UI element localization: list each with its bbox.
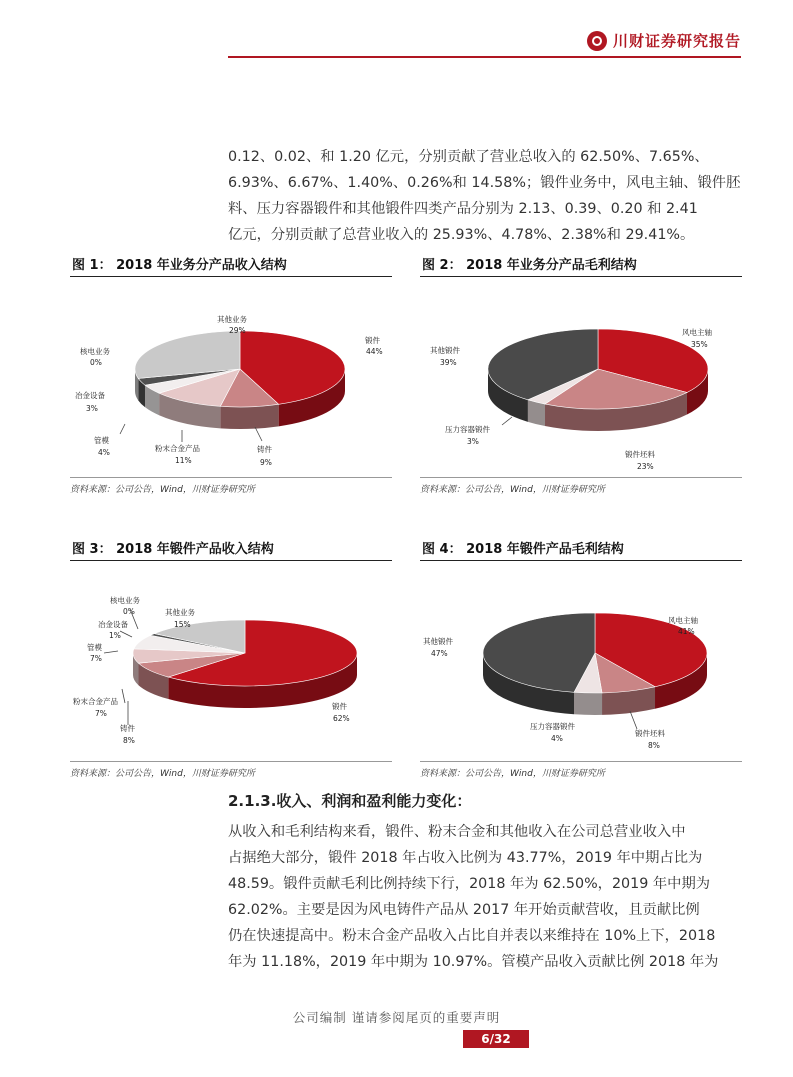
pie-value-label: 3% bbox=[467, 437, 479, 446]
pie-label: 管模 bbox=[94, 436, 109, 445]
pie-value-label: 0% bbox=[90, 358, 102, 367]
pie-value-label: 4% bbox=[98, 448, 110, 457]
paragraph-line: 年为 11.18%，2019 年中期为 10.97%。管模产品收入贡献比例 2018 年为 bbox=[228, 954, 719, 970]
intro-paragraph bbox=[228, 144, 740, 248]
pie-label: 风电主轴 bbox=[668, 616, 698, 625]
paragraph-line: 占据绝大部分，锻件 2018 年占收入比例为 43.77%，2019 年中期占比为 bbox=[228, 850, 703, 866]
page-number: 6/32 bbox=[463, 1030, 529, 1048]
figure-1 bbox=[70, 254, 392, 495]
pie-value-label: 41% bbox=[678, 627, 695, 636]
pie-label: 粉末合金产品 bbox=[155, 444, 200, 453]
pie-label: 锻件坯料 bbox=[625, 450, 655, 459]
figure-source: 资料来源：公司公告，Wind，川财证券研究所 bbox=[420, 761, 742, 779]
paragraph-line: 6.93%、6.67%、1.40%、0.26%和 14.58%；锻件业务中，风电主轴、锻件胚 bbox=[228, 175, 741, 191]
pie-label: 核电业务 bbox=[110, 596, 140, 605]
pie-value-label: 8% bbox=[648, 741, 660, 750]
footer-note: 公司编制 谨请参阅尾页的重要声明 bbox=[292, 1010, 501, 1025]
brand-header bbox=[587, 30, 741, 51]
header-divider bbox=[228, 56, 741, 58]
pie-value-label: 62% bbox=[333, 714, 350, 723]
pie-label: 粉末合金产品 bbox=[73, 697, 118, 706]
pie-chart-2 bbox=[420, 277, 742, 477]
pie-value-label: 39% bbox=[440, 358, 457, 367]
pie-side-铸件 bbox=[220, 404, 278, 429]
section-heading: 2.1.3.收入、利润和盈利能力变化： bbox=[228, 792, 472, 810]
pie-value-label: 11% bbox=[175, 456, 192, 465]
figure-2 bbox=[420, 254, 742, 495]
pie-value-label: 47% bbox=[431, 649, 448, 658]
brand-logo-icon bbox=[587, 31, 607, 51]
figure-source: 资料来源：公司公告，Wind，川财证券研究所 bbox=[420, 477, 742, 495]
pie-label: 铸件 bbox=[257, 445, 272, 454]
pie-label: 锻件坯料 bbox=[635, 729, 665, 738]
pie-chart-1 bbox=[70, 277, 392, 477]
figure-title: 图 3： 2018 年锻件产品收入结构 bbox=[70, 538, 392, 561]
figure-title: 图 4： 2018 年锻件产品毛利结构 bbox=[420, 538, 742, 561]
pie-chart-4 bbox=[420, 561, 742, 761]
pie-label: 冶金设备 bbox=[75, 391, 105, 400]
pie-value-label: 23% bbox=[637, 462, 654, 471]
pie-value-label: 8% bbox=[123, 736, 135, 745]
pie-label: 其他业务 bbox=[165, 608, 195, 617]
pie-value-label: 3% bbox=[86, 404, 98, 413]
pie-label: 压力容器锻件 bbox=[530, 722, 575, 731]
paragraph-line: 仍在快速提高中。粉末合金产品收入占比自并表以来维持在 10%上下，2018 bbox=[228, 928, 716, 944]
body-paragraph bbox=[228, 819, 740, 975]
figure-3 bbox=[70, 538, 392, 779]
figure-source: 资料来源：公司公告，Wind，川财证券研究所 bbox=[70, 761, 392, 779]
pie-value-label: 7% bbox=[90, 654, 102, 663]
figure-title: 图 1： 2018 年业务分产品收入结构 bbox=[70, 254, 392, 277]
pie-label: 铸件 bbox=[120, 724, 135, 733]
pie-value-label: 35% bbox=[691, 340, 708, 349]
paragraph-line: 0.12、0.02、和 1.20 亿元，分别贡献了营业总收入的 62.50%、7.65%、 bbox=[228, 149, 709, 165]
paragraph-line: 62.02%。主要是因为风电铸件产品从 2017 年开始贡献营收，且贡献比例 bbox=[228, 902, 700, 918]
paragraph-line: 48.59。锻件贡献毛利比例持续下行，2018 年为 62.50%，2019 年中期为 bbox=[228, 876, 711, 892]
pie-label: 核电业务 bbox=[80, 347, 110, 356]
pie-value-label: 44% bbox=[366, 347, 383, 356]
pie-label: 压力容器锻件 bbox=[445, 425, 490, 434]
pie-value-label: 29% bbox=[229, 326, 246, 335]
pie-chart-3 bbox=[70, 561, 392, 761]
pie-label: 锻件 bbox=[365, 336, 380, 345]
pie-label: 风电主轴 bbox=[682, 328, 712, 337]
pie-value-label: 4% bbox=[551, 734, 563, 743]
pie-label: 锻件 bbox=[332, 702, 347, 711]
figure-4 bbox=[420, 538, 742, 779]
pie-label: 其他锻件 bbox=[430, 346, 460, 355]
paragraph-line: 料、压力容器锻件和其他锻件四类产品分别为 2.13、0.39、0.20 和 2.41 bbox=[228, 201, 698, 217]
pie-label: 管模 bbox=[87, 643, 102, 652]
pie-value-label: 0% bbox=[123, 607, 135, 616]
pie-value-label: 7% bbox=[95, 709, 107, 718]
pie-value-label: 9% bbox=[260, 458, 272, 467]
pie-value-label: 1% bbox=[109, 631, 121, 640]
brand-name: 川财证券研究报告 bbox=[612, 32, 741, 50]
figure-source: 资料来源：公司公告，Wind，川财证券研究所 bbox=[70, 477, 392, 495]
pie-side-压力容器锻件 bbox=[574, 692, 602, 715]
pie-label: 其他业务 bbox=[217, 315, 247, 324]
paragraph-line: 亿元，分别贡献了总营业收入的 25.93%、4.78%、2.38%和 29.41%。 bbox=[228, 227, 695, 243]
pie-value-label: 15% bbox=[174, 620, 191, 629]
paragraph-line: 从收入和毛利结构来看，锻件、粉末合金和其他收入在公司总营业收入中 bbox=[228, 824, 686, 840]
pie-label: 冶金设备 bbox=[98, 620, 128, 629]
pie-label: 其他锻件 bbox=[423, 637, 453, 646]
figure-title: 图 2： 2018 年业务分产品毛利结构 bbox=[420, 254, 742, 277]
